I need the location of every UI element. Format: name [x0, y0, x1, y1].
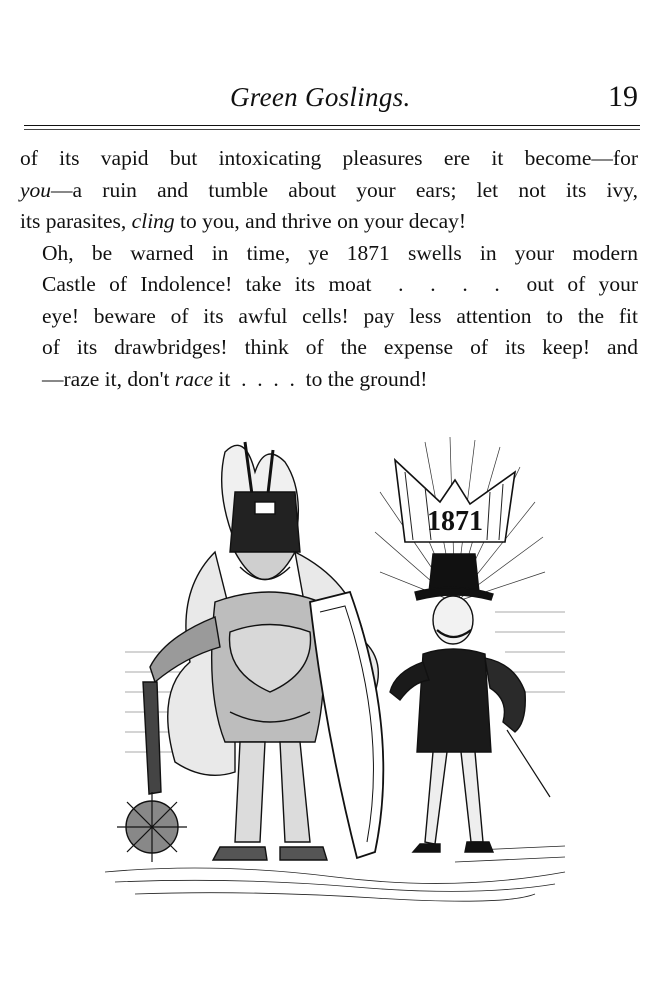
paragraph-2: [20, 238, 638, 396]
text-run: it . . . . to the ground!: [213, 366, 428, 391]
text-run: to you, and thrive on your decay!: [174, 209, 467, 233]
text-line: eye! beware of its awful cells! pay less attention to the fit: [42, 303, 638, 328]
text-line: of its vapid but intoxicating pleasures ere it become—for: [20, 146, 638, 170]
running-header: [24, 82, 644, 122]
text-line: Oh, be warned in time, ye 1871 swells in your modern: [42, 240, 638, 265]
text-run: —a ruin and tumble about your ears; let not its ivy,: [51, 177, 638, 202]
text-line: [20, 364, 638, 396]
page-number: 19: [608, 80, 638, 113]
paragraph-1: [20, 143, 638, 238]
header-rule: [24, 125, 640, 126]
text-line: of its drawbridges! think of the expense of its keep! and: [42, 335, 638, 359]
body-text: [20, 143, 638, 395]
shield: [310, 592, 383, 858]
text-line: [20, 175, 638, 207]
text-line: [20, 206, 638, 238]
text-run: its parasites,: [20, 209, 132, 233]
emphasis-cling: cling: [131, 209, 175, 233]
emphasis-race: race: [174, 366, 214, 391]
text-line: Castle of Indolence! take its moat . . . . out of your: [42, 272, 638, 296]
emphasis-you: you: [20, 177, 52, 202]
engraving-illustration: [95, 432, 575, 912]
gentleman-figure: [390, 554, 550, 852]
text-run: —raze it, don't: [42, 366, 175, 391]
header-rule-thin: [24, 129, 640, 130]
banner-year: 1871: [427, 506, 483, 537]
banner-1871: [395, 460, 515, 542]
running-title: Green Goslings.: [230, 82, 411, 112]
ground-hatching: [105, 846, 565, 901]
